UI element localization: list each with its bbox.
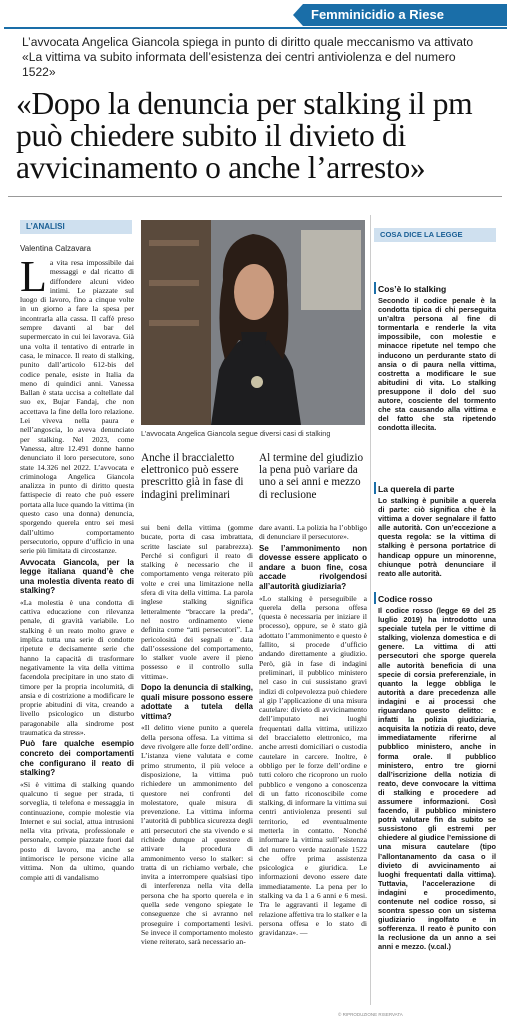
article-paragraph: La vita resa impossibile dai messaggi e dal ricatto di diffondere alcuni video intimi. Le piazzate sul luogo di lavoro, fino a cinque volte in un giorno a fare la spesa per incontrarla alla cassa. Il caffè preso sempre davanti al bar del supermercato in cui lei lavorava. Già una volta il tentativo di entrarle in casa, le minacce. Il reato di stalking, punito dall’articolo 612-bis del codice penale, esiste in Italia da meno di quindici anni. Vanessa Ballan è stata uccisa a coltellate dal suo ex, Bujar Fandaj, che non accettava la fine della loro relazione. Lei viveva nella paura e nell’angoscia, lo aveva denunciato per stalking. Nel 2023, come Vanessa, altre 12.491 donne hanno denunciato il loro persecutore, sono state 14.326 nel 2022. L’avvocata e criminologa Angelica Giancola analizza in punto di diritto questa fattispecie di reato che può essere portata alla luce quando la vittima (in questo caso una donna) denuncia, sporgendo querela entro sei mesi dall’ultimo comportamento persecutorio, oppure d’ufficio in una serie più limitata di circostanze. [20, 258, 134, 556]
subheadline [22, 35, 492, 80]
sidebar-section-text: Secondo il codice penale è la condotta tipica di chi perseguita un’altra persona al fine di tormentarla e renderle la vita impossibile, con molestie e minacce ripetute nel tempo che inducono un perdurante stato di ansia o di paura nella vittima, costretta a modificare le sue abitudini di vita. Lo stalking presuppone il dolo del suo autore, cosciente del tormento che sta causando alla vittima e del fatto che sta ripetendo condotta illecita. [378, 296, 496, 433]
article-column-3 [259, 523, 367, 1009]
kicker-rule [4, 27, 507, 29]
article-paragraph: «Si è vittima di stalking quando qualcuno ti segue per strada, ti sorveglia, ti telefona e messaggia in continuazione, compie molestie via Internet e sui social, attua intrusioni nella vita privata, professionale e personale, compie piazzate fuori dal posto di lavoro, ma anche se intimorisce le persone vicine alla vittima. Non da ultimo, quando compie atti di vandalismo [20, 779, 134, 882]
article-paragraph: dare avanti. La polizia ha l’obbligo di denunciare il persecutore». [259, 523, 367, 542]
sidebar-section-title: La querela di parte [378, 484, 455, 494]
article-column-2 [141, 523, 253, 1013]
section-marker [374, 282, 376, 294]
section-kicker [303, 4, 507, 26]
author-byline: Valentina Calzavara [20, 244, 92, 253]
copyright-notice: © RIPRODUZIONE RISERVATA [338, 1012, 403, 1017]
article-paragraph: «La molestia è una condotta di cattiva educazione con rilevanza penale, di gravità variabile. Lo stalking è un reato molto grave e implica tutta una serie di condotte ripetute e decisamente serie che hanno la capacità di trasformare negativamente la vita della vittima facendola precipitare in uno stato di timore per la propria incolumità, di ansia e di costrizione a modificare le proprie abitudini di vita, creando a livello psicologico un disturbo paragonabile alla sindrome post traumatica da stress». [20, 597, 134, 738]
portrait-illustration [141, 220, 365, 425]
headline: «Dopo la denuncia per stalking il pm può chiedere subito il divieto di avvicinamento o anche l’arresto» [16, 86, 473, 185]
sidebar-divider [370, 215, 371, 1005]
article-paragraph: sui beni della vittima (gomme bucate, porta di casa imbrattata, scritte lasciate sul parabrezza). Perché si configuri il reato di stalking è necessario che il comportamento venga reiterato più volte e crei una limitazione nella sfera di vita della vittima. La parola inglese stalking significa letteralmente “braccare la preda”, nel nostro ordinamento viene definita come “atti persecutori”. La pericolosità dei segnali e data dall’ossessione del comportamento, lo stalker vuole avere il pieno possesso e il controllo sulla vittima». [141, 523, 253, 681]
kicker-text: Femminicidio a Riese [311, 7, 444, 22]
interview-question: Avvocata Giancola, per la legge italiana quand’è che una molestia diventa reato di stalking? [20, 557, 134, 596]
sidebar-section-text: Il codice rosso (legge 69 del 25 luglio 2019) ha introdotto una speciale tutela per le vittime di stalking, violenza domestica e di genere. La vittima di atti persecutori che sporge querela alle autorità beneficia di una specie di corsia preferenziale, in quanto la legge obbliga le autorità a dare precedenza alle indagini e ai processi che riguardano questo delitto: e infatti la polizia giudiziaria, acquisita la notizia di reato, deve immediatamente riferirne al pubblico ministero, anche in forma orale. Il pubblico ministero, entro tre giorni dall’iscrizione della notizia di reato, deve convocare la vittima di stalking e procedere ad assumere informazioni. Così facendo, il pubblico ministero potrà valutare fin da subito se sussistono gli estremi per chiedere al giudice l’emissione di una misura cautelare (tipo l’allontanamento da casa o il divieto di avvicinamento ai luoghi frequentati dalla vittima). Tuttavia, l’accelerazione di indagini e procedimento, contenute nel codice rosso, si scontra spesso con un sistema giudiziario ingolfato e in sofferenza. Il reato è punito con la reclusione da un anno a sei anni e mezzo. (v.cal.) [378, 606, 496, 952]
sidebar-section [378, 284, 496, 432]
section-marker [374, 482, 376, 494]
article-paragraph: «Il delitto viene punito a querela della persona offesa. La vittima si deve rivolgere alle forze dell’ordine. L’istanza viene valutata e come primo strumento, il più veloce a disposizione, la vittima può richiedere un ammonimento del questore nei confronti del molestatore, quale misura di prevenzione. La vittima informa l’autorità di pubblica sicurezza degli atti persecutori che sta vivendo e si richiede dunque al questore di attivare la procedura di ammonimento verso lo stalker: si tratta di un richiamo verbale, che invita a interrompere qualsiasi tipo di interferenza nella vita della persona che ha sporto querela e in quella sede vengono spiegate le conseguenze che si avranno nel proseguire i comportamenti lesivi. Se invece il comportamento molesto viene reiterato, sarà necessario an- [141, 723, 253, 947]
portrait-photo [141, 220, 365, 425]
sidebar-section [378, 594, 496, 952]
article-column-1 [20, 258, 134, 1013]
sidebar-section-title: Codice rosso [378, 594, 433, 604]
headline-divider [8, 196, 502, 197]
sidebar-section-title: Cos’è lo stalking [378, 284, 447, 294]
analysis-label: L’ANALISI [20, 220, 132, 234]
subhead-line-2: «La vittima va subito informata dell’esistenza dei centri antiviolenza e del numero 1522» [22, 50, 456, 79]
law-sidebar [374, 220, 502, 1010]
interview-question: Se l’ammonimento non dovesse essere applicato o andare a buon fine, cosa accade rivolgendosi all’autorità giudiziaria? [259, 543, 367, 591]
pull-quote-2: Al termine del giudizio la pena può variare da uno a sei anni e mezzo di reclusione [259, 452, 364, 501]
subhead-line-1: L’avvocata Angelica Giancola spiega in punto di diritto quale meccanismo va attivato [22, 35, 474, 49]
drop-cap: L [20, 258, 47, 301]
sidebar-label: COSA DICE LA LEGGE [374, 228, 496, 242]
section-marker [374, 592, 376, 604]
sidebar-section [378, 484, 496, 578]
article-paragraph: «Lo stalking è perseguibile a querela della persona offesa (questa è necessaria per iniziare il processo), oppure, se è stato già adottato l’ammonimento e questo è fallito, si procede d’ufficio andando direttamente a giudizio. Però, già in fase di indagini preliminari, il pubblico ministero nel caso in cui sussistano gravi indizi di colpevolezza può chiedere al gip l’applicazione di una misura cautelare: divieto di avvicinamento dell’imputato nei luoghi frequentati dalla vittima, utilizzo del braccialetto elettronico, ma anche arresti domiciliari o custodia cautelare in carcere. Inoltre, è obbligo per le forze dell’ordine e tutti coloro che ricoprono un ruolo pubblico e vengono a conoscenza di un fatto riconoscibile come stalking, di informare la vittima sui centri antiviolenza presenti sul territorio, ed eventualmente metterla in contatto. Nonché informare la vittima sull’esistenza del numero verde nazionale 1522 che offre prima assistenza psicologica e giuridica. Le informazioni devono essere date immediatamente. La pena per lo stalking va da 1 a 6 anni e 6 mesi. Tra le aggravanti il legame di relazione affettiva tra lo stalker e la persona offesa e lo stato di gravidanza». — [259, 593, 367, 938]
interview-question: Dopo la denuncia di stalking, quali misure possono essere adottate a tutela della vittima? [141, 683, 253, 721]
interview-question: Può fare qualche esempio concreto dei comportamenti che configurano il reato di stalking? [20, 739, 134, 778]
pull-quote-1: Anche il braccialetto elettronico può essere prescritto già in fase di indagini preliminari [141, 452, 244, 501]
sidebar-section-text: Lo stalking è punibile a querela di parte: ciò significa che è la vittima a dover segnalare il fatto alle autorità. Con un’eccezione a questa regola: se la vittima di stalking è persona portatrice di handicap oppure un minorenne, chiunque potrà denunciare il reato alle autorità. [378, 496, 496, 578]
kicker-arrow [293, 4, 303, 26]
photo-caption: L’avvocata Angelica Giancola segue diversi casi di stalking [141, 429, 331, 438]
